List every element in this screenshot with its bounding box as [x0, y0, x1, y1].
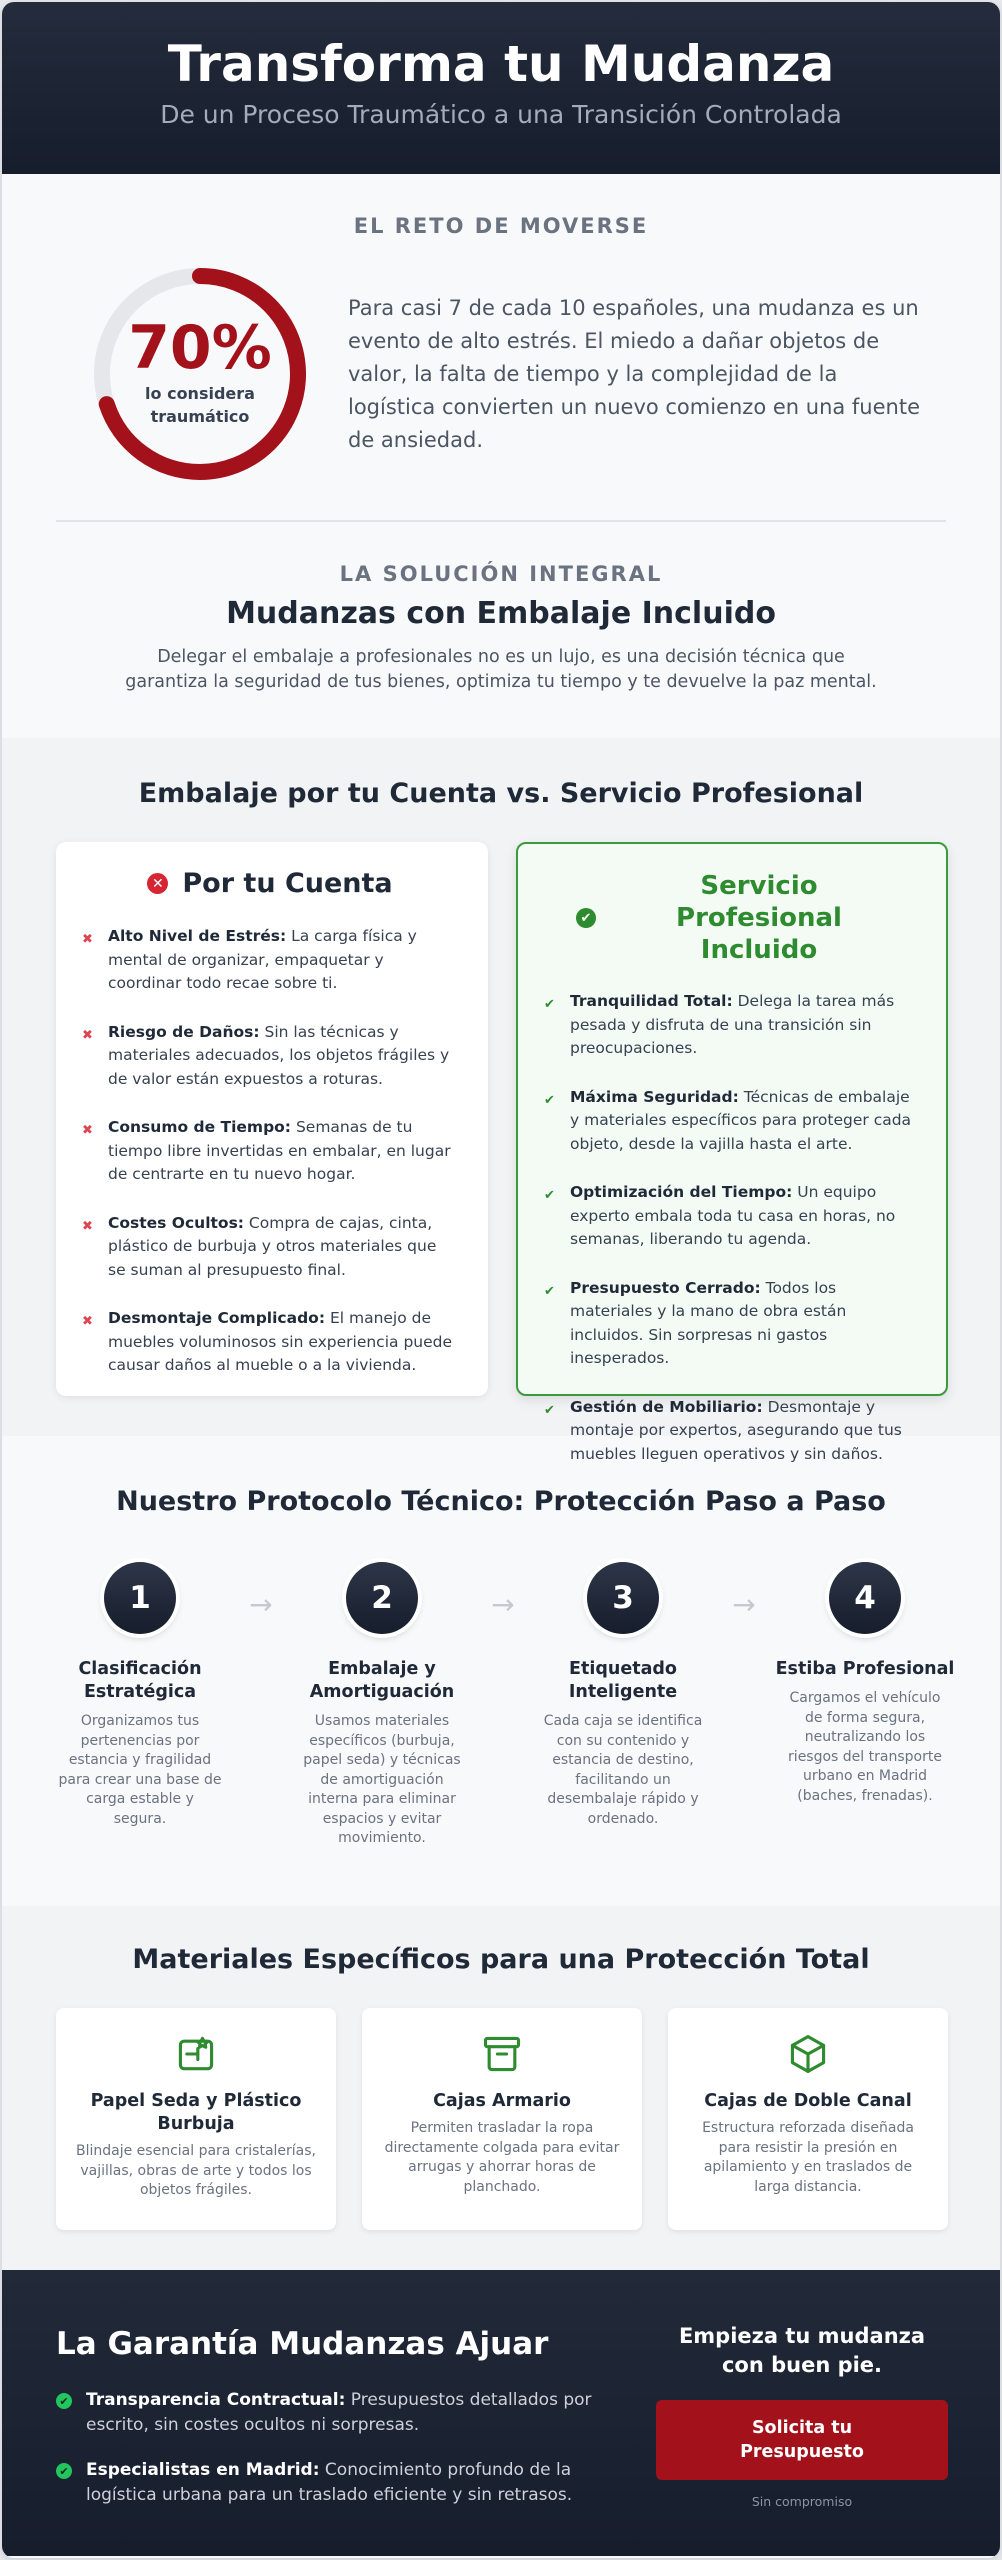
cross-icon: ✖ — [82, 1123, 93, 1138]
guarantee-item-bold: Especialistas en Madrid: — [86, 2460, 320, 2480]
cross-icon: ✖ — [82, 932, 93, 947]
check-icon: ✔ — [544, 1402, 555, 1418]
materials-section — [2, 1906, 1000, 2270]
solution-text: Delegar el embalaje a profesionales no es un lujo, es una decisión técnica que garantiza la seguridad de tus bienes, optimiza tu tiempo y te devuelve la paz mental. — [125, 647, 877, 692]
material-text: Blindaje esencial para cristalerías, vajillas, obras de arte y todos los objetos frágiles. — [76, 2143, 317, 2198]
stat-caption: lo considera traumático — [145, 384, 255, 426]
hero-banner — [2, 2, 1000, 174]
request-quote-button[interactable]: Solicita tu Presupuesto — [656, 2400, 948, 2480]
list-item-text: Un equipo experto embala toda tu casa en horas, no semanas, liberando tu agenda. — [570, 1183, 896, 1248]
archive-box-icon — [480, 2032, 524, 2076]
hero-subtitle: De un Proceso Traumático a una Transición Controlada — [160, 100, 842, 129]
arrow-right-icon: → — [249, 1588, 273, 1621]
list-item — [544, 1277, 916, 1371]
material-title: Cajas Armario — [433, 2091, 571, 2111]
diy-card-title: Por tu Cuenta — [182, 868, 393, 899]
solution-title: Mudanzas con Embalaje Incluido — [226, 596, 776, 631]
guarantee-item-text: Presupuestos detallados por escrito, sin costes ocultos ni sorpresas. — [86, 2390, 592, 2435]
cta-heading: Empieza tu mudanza con buen pie. — [678, 2324, 926, 2377]
list-item-bold: Gestión de Mobiliario: — [570, 1397, 763, 1416]
check-circle-icon: ✔ — [56, 2463, 72, 2479]
material-text: Permiten trasladar la ropa directamente colgada para evitar arrugas y ahorrar horas de planchado. — [384, 2120, 620, 2195]
diy-card — [56, 842, 488, 1396]
cta-note: Sin compromiso — [751, 2494, 853, 2509]
list-item-text: Delega la tarea más pesada y disfruta de una transición sin preocupaciones. — [570, 992, 895, 1057]
challenge-section — [2, 174, 1000, 522]
step-number: 4 — [829, 1562, 901, 1634]
list-item-bold: Consumo de Tiempo: — [108, 1118, 292, 1136]
list-item — [82, 925, 458, 996]
list-item-bold: Alto Nivel de Estrés: — [108, 927, 287, 945]
list-item — [544, 1086, 916, 1157]
list-item-text: Técnicas de embalaje y materiales específicos para proteger cada objeto, desde la vajilla hasta el arte. — [570, 1087, 912, 1153]
pro-card — [516, 842, 948, 1463]
step-text: Usamos materiales específicos (burbuja, papel seda) y técnicas de amortiguación interna para eliminar espacios y evitar movimiento. — [303, 1713, 461, 1846]
list-item-text: Desmontaje y montaje por expertos, asegurando que tus muebles lleguen operativos y sin daños. — [570, 1397, 902, 1463]
protocol-step — [50, 1562, 230, 1829]
step-text: Cargamos el vehículo de forma segura, neutralizando los riesgos del transporte urbano en Madrid (baches, frenadas). — [788, 1690, 942, 1804]
infographic-page — [2, 2, 1000, 2558]
protocol-step — [775, 1562, 955, 1806]
list-item — [82, 1116, 458, 1187]
stat-ring-gauge — [92, 266, 308, 482]
material-title: Papel Seda y Plástico Burbuja — [90, 2091, 302, 2134]
list-item-text: Compra de cajas, cinta, plástico de burbuja y otros materiales que se suman al presupuesto final. — [108, 1213, 437, 1279]
step-number: 2 — [346, 1562, 418, 1634]
step-text: Cada caja se identifica con su contenido y estancia de destino, facilitando un desembalaje rápido y ordenado. — [543, 1713, 703, 1827]
solution-section — [2, 522, 1000, 738]
material-card — [56, 2008, 336, 2230]
guarantee-item-text: Conocimiento profundo de la logística urbana para un traslado eficiente y sin retrasos. — [86, 2460, 573, 2505]
diy-list — [82, 925, 458, 1378]
list-item — [544, 1181, 916, 1252]
list-item-bold: Desmontaje Complicado: — [108, 1309, 326, 1327]
list-item-bold: Riesgo de Daños: — [108, 1022, 260, 1041]
cross-icon: ✖ — [82, 1314, 93, 1329]
list-item — [82, 1021, 458, 1092]
step-title: Estiba Profesional — [775, 1659, 955, 1679]
list-item-bold: Tranquilidad Total: — [570, 992, 733, 1010]
list-item-bold: Máxima Seguridad: — [570, 1087, 739, 1106]
list-item-bold: Optimización del Tiempo: — [570, 1183, 793, 1201]
check-icon: ✔ — [544, 1188, 555, 1203]
list-item — [82, 1212, 458, 1283]
guarantee-item-bold: Transparencia Contractual: — [86, 2390, 346, 2410]
list-item-text: El manejo de muebles voluminosos sin experiencia puede causar daños al mueble o a la vivienda. — [108, 1309, 453, 1374]
material-text: Estructura reforzada diseñada para resistir la presión en apilamiento y en traslados de larga distancia. — [702, 2120, 914, 2195]
wrap-icon — [174, 2032, 218, 2076]
check-circle-icon: ✔ — [576, 908, 596, 928]
material-card — [668, 2008, 948, 2230]
protocol-step — [533, 1562, 713, 1829]
list-item-text: La carga física y mental de organizar, empaquetar y coordinar todo recae sobre ti. — [108, 927, 417, 992]
cross-icon: ✖ — [82, 1218, 93, 1234]
step-title: Clasificación Estratégica — [78, 1659, 202, 1702]
divider — [56, 520, 946, 522]
cross-icon: ✖ — [82, 1027, 93, 1043]
pro-card-title: Servicio Profesional Incluido — [676, 871, 842, 965]
step-title: Etiquetado Inteligente — [568, 1659, 678, 1702]
protocol-step — [292, 1562, 472, 1849]
arrow-right-icon: → — [491, 1588, 515, 1621]
list-item-bold: Presupuesto Cerrado: — [570, 1278, 761, 1297]
materials-title: Materiales Específicos para una Protección Total — [132, 1944, 870, 1975]
comparison-title: Embalaje por tu Cuenta vs. Servicio Profesional — [138, 778, 864, 809]
list-item-text: Semanas de tu tiempo libre invertidas en embalar, en lugar de centrarte en tu nuevo hogar. — [108, 1118, 451, 1183]
material-title: Cajas de Doble Canal — [704, 2091, 912, 2111]
cross-circle-icon: ✕ — [147, 873, 168, 894]
challenge-eyebrow: EL RETO DE MOVERSE — [353, 214, 649, 238]
stat-value: 70% — [128, 313, 272, 383]
guarantee-section — [2, 2270, 1000, 2556]
step-title: Embalaje y Amortiguación — [309, 1659, 455, 1702]
list-item-text: Todos los materiales y la mano de obra están incluidos. Sin sorpresas ni gastos inesperados. — [570, 1278, 847, 1367]
protocol-section — [2, 1436, 1000, 1906]
list-item — [544, 990, 916, 1061]
step-number: 1 — [104, 1562, 176, 1634]
material-card — [362, 2008, 642, 2230]
protocol-title: Nuestro Protocolo Técnico: Protección Paso a Paso — [116, 1486, 886, 1517]
check-icon: ✔ — [544, 997, 555, 1012]
list-item-bold: Costes Ocultos: — [108, 1213, 244, 1232]
step-text: Organizamos tus pertenencias por estancia y fragilidad para crear una base de carga estable y segura. — [58, 1713, 222, 1827]
comparison-section — [2, 738, 1000, 1463]
cube-icon — [786, 2032, 830, 2076]
check-icon: ✔ — [544, 1283, 555, 1299]
arrow-right-icon: → — [732, 1588, 756, 1621]
list-item — [82, 1307, 458, 1378]
step-number: 3 — [587, 1562, 659, 1634]
guarantee-item — [56, 2388, 616, 2438]
check-circle-icon: ✔ — [56, 2393, 72, 2409]
check-icon: ✔ — [544, 1092, 555, 1108]
guarantee-title: La Garantía Mudanzas Ajuar — [56, 2326, 549, 2362]
list-item-text: Sin las técnicas y materiales adecuados, los objetos frágiles y de valor están expuestos a roturas. — [108, 1022, 450, 1088]
challenge-text: Para casi 7 de cada 10 españoles, una mudanza es un evento de alto estrés. El miedo a dañar objetos de valor, la falta de tiempo y la complejidad de la logística convierten un nuevo comienzo en una fuente de ansiedad. — [348, 295, 921, 452]
pro-list — [544, 990, 916, 1466]
solution-eyebrow: LA SOLUCIÓN INTEGRAL — [339, 562, 663, 586]
guarantee-item — [56, 2458, 616, 2508]
hero-title: Transforma tu Mudanza — [167, 35, 835, 93]
